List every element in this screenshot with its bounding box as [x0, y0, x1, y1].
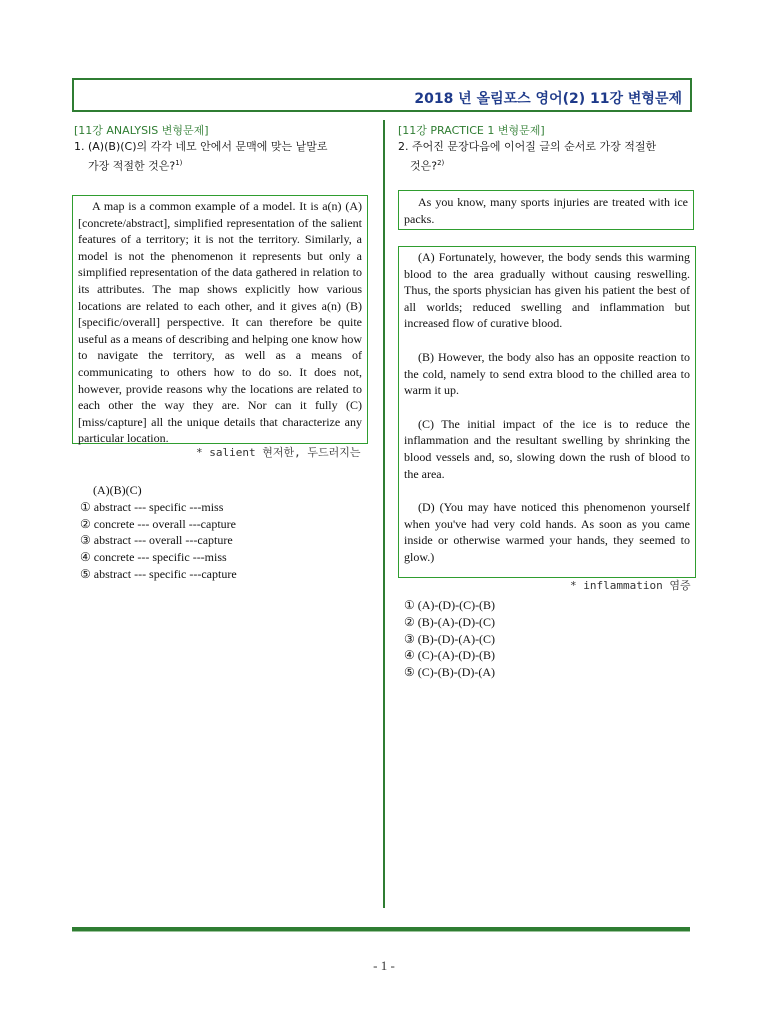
left-choices [80, 482, 237, 583]
right-choices [404, 597, 495, 681]
page-number: - 1 - [373, 958, 395, 973]
paragraphs-box [398, 246, 696, 578]
right-choice-3[interactable]: ③ (B)-(D)-(A)-(C) [404, 631, 496, 646]
column-divider [383, 120, 385, 908]
footer-rule [72, 927, 690, 932]
left-choice-3[interactable]: ③ abstract --- overall ---capture [80, 533, 233, 548]
header-box [72, 78, 692, 112]
right-choice-2[interactable]: ② (B)-(A)-(D)-(C) [404, 614, 496, 629]
left-passage: A map is a common example of a model. It is a(n) (A)[concrete/abstract], simplified representation of the salient features of a territory; it is not the territory. Similarly, a model is not the phenomenon it represents but only a simplified representation of the data gathered in relation to its attributes. The map shows explicitly how various locations are related to each other, and it gives a(n) (B)[specific/overall] perspective. It can therefore be quite useful as a means of describing and helping one know how to navigate the territory, as well as a means of communicating to others how to do so. It does not, however, provide reasons why the locations are related to each other the way they are. Nor can it fully (C)[miss/capture] all the unique details that characterize any particular location. [78, 199, 362, 446]
right-question-line1: 2. 주어진 문장다음에 이어질 글의 순서로 가장 적절한 [398, 140, 657, 153]
paragraph-c: (C) The initial impact of the ice is to reduce the inflammation and the resultant swelling by shrinking the blood vessels and, so, slowing down the rush of blood to the area. [404, 416, 690, 481]
left-footnote-ref: 1) [175, 159, 183, 167]
left-choice-4[interactable]: ④ concrete --- specific ---miss [80, 550, 227, 565]
left-question-line2: 가장 적절한 것은? [88, 159, 176, 173]
right-question-line2-wrap [398, 155, 656, 175]
left-choice-2[interactable]: ② concrete --- overall ---capture [80, 516, 236, 531]
left-section-label: [11강 ANALYSIS 변형문제] [74, 124, 209, 137]
right-choice-5[interactable]: ⑤ (C)-(B)-(D)-(A) [404, 665, 496, 680]
left-passage-box [72, 195, 368, 444]
right-question [398, 138, 656, 175]
paragraph-d: (D) (You may have noticed this phenomenon yourself when you've had very cold hands. As soon as you came inside or otherwise warmed your hands, they seemed to glow.) [404, 500, 690, 564]
given-sentence-box [398, 190, 694, 230]
right-note: * inflammation 염증 [570, 579, 691, 592]
given-sentence: As you know, many sports injuries are treated with ice packs. [404, 195, 688, 226]
paragraph-a: (A) Fortunately, however, the body sends this warming blood to the area gradually without causing reswelling. Thus, the sports physician has given his patient the best of all worlds; reduced swelling and inflammation but increased flow of curative blood. [404, 250, 690, 331]
paragraph-b: (B) However, the body also has an opposite reaction to the cold, namely to send extra blood to the chilled area to warm it up. [404, 349, 690, 398]
left-choice-5[interactable]: ⑤ abstract --- specific ---capture [80, 566, 237, 581]
right-question-line2: 것은? [410, 159, 438, 173]
choices-header: (A)(B)(C) [93, 483, 142, 497]
right-choice-4[interactable]: ④ (C)-(A)-(D)-(B) [404, 648, 496, 663]
left-question [74, 138, 328, 175]
right-section-label: [11강 PRACTICE 1 변형문제] [398, 124, 545, 137]
left-note: * salient 현저한, 두드러지는 [196, 446, 361, 459]
right-choice-1[interactable]: ① (A)-(D)-(C)-(B) [404, 598, 496, 612]
left-question-line1: 1. (A)(B)(C)의 각각 네모 안에서 문맥에 맞는 낱말로 [74, 140, 328, 153]
left-choice-1[interactable]: ① abstract --- specific ---miss [80, 499, 224, 514]
left-question-line2-wrap [74, 155, 328, 175]
page-title: 2018 년 올림포스 영어(2) 11강 변형문제 [414, 91, 682, 107]
right-footnote-ref: 2) [437, 159, 445, 167]
